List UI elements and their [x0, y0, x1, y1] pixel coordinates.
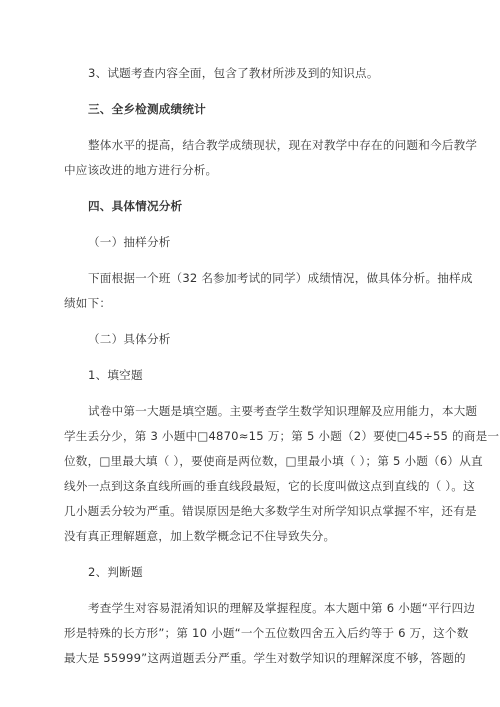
item-heading-fill-in: 1、填空题 — [88, 368, 143, 382]
paragraph-line: 绩如下： — [64, 296, 112, 310]
paragraph-line: 考查学生对容易混淆知识的理解及掌握程度。本大题中第 6 小题“平行四边 — [88, 601, 476, 615]
paragraph-line: 试卷中第一大题是填空题。主要考查学生数学知识理解及应用能力，本大题 — [88, 404, 478, 418]
section-heading-4: 四、具体情况分析 — [88, 199, 183, 213]
paragraph-line: 学生丢分少，第 3 小题中□4870≈15 万；第 5 小题（2）要使□45÷55 的商是一 — [64, 429, 500, 443]
paragraph-line: 下面根据一个班（32 名参加考试的同学）成绩情况，做具体分析。抽样成 — [88, 271, 473, 285]
paragraph-line: 最大是 55999”这两道题丢分严重。学生对数学知识的理解深度不够，答题的 — [64, 651, 466, 665]
subsection-heading-2: （二）具体分析 — [88, 332, 171, 346]
paragraph-line: 形是特殊的长方形”；第 10 小题“一个五位数四舍五入后约等于 6 万，这个数 — [64, 626, 469, 640]
section-heading-3: 三、全乡检测成绩统计 — [88, 102, 206, 116]
paragraph-item-3: 3、试题考查内容全面，包含了教材所涉及到的知识点。 — [88, 66, 379, 80]
item-heading-true-false: 2、判断题 — [88, 565, 143, 579]
paragraph-line: 没有真正理解题意，加上数学概念记不住导致失分。 — [64, 529, 336, 543]
paragraph-line: 几小题丢分较为严重。错误原因是绝大多数学生对所学知识点掌握不牢，还有是 — [64, 504, 477, 518]
paragraph-line: 整体水平的提高，结合教学成绩现状，现在对教学中存在的问题和今后教学 — [88, 138, 478, 152]
paragraph-line: 线外一点到这条直线所画的垂直线段最短，它的长度叫做这点到直线的（ ）。这 — [64, 479, 475, 493]
subsection-heading-1: （一）抽样分析 — [88, 235, 171, 249]
paragraph-line: 位数，□里最大填（ ），要使商是两位数，□里最小填（ ）；第 5 小题（6）从直 — [64, 454, 483, 468]
paragraph-line: 中应该改进的地方进行分析。 — [64, 163, 218, 177]
